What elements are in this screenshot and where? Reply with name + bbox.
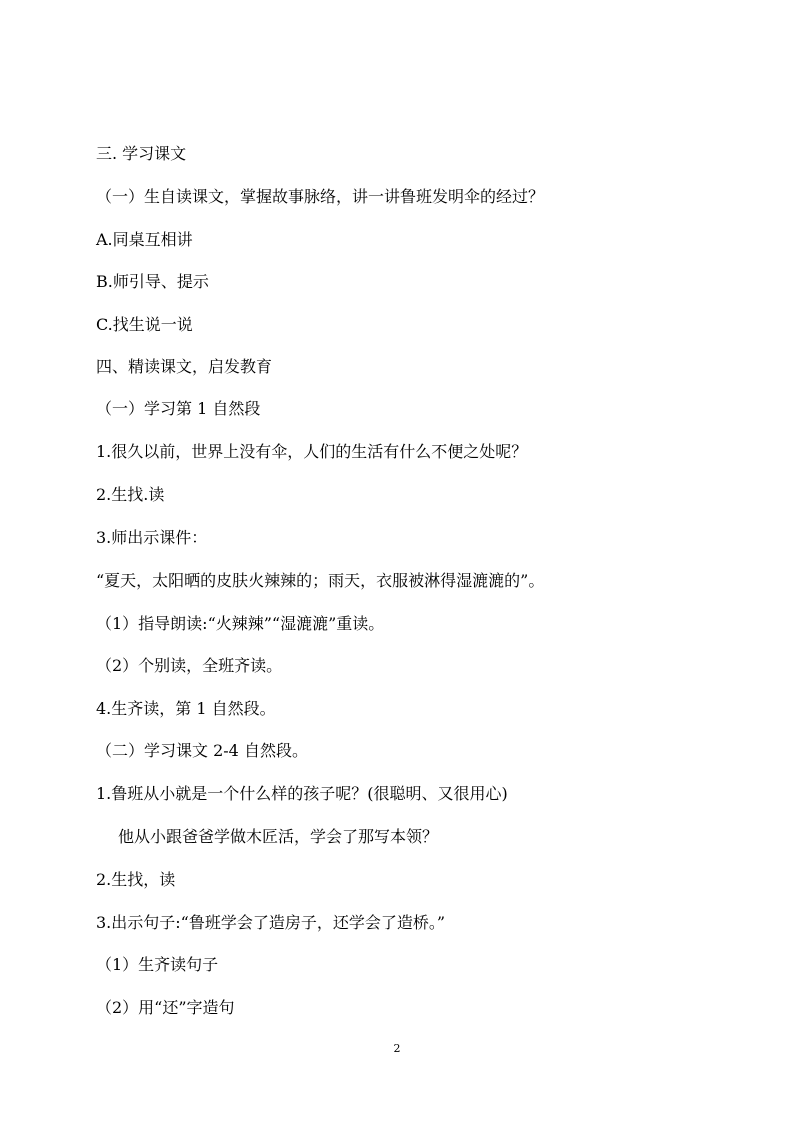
- section-heading-3: 三. 学习课文: [96, 144, 187, 163]
- paragraph-line: 2.生找，读: [96, 870, 176, 889]
- paragraph-line: 4.生齐读，第 1 自然段。: [96, 699, 276, 718]
- paragraph-line: 1.鲁班从小就是一个什么样的孩子呢？(很聪明、又很用心): [96, 784, 508, 803]
- paragraph-line: （1）生齐读句子: [96, 955, 219, 974]
- section-heading-4: 四、精读课文，启发教育: [96, 357, 273, 376]
- paragraph-line: A.同桌互相讲: [96, 230, 193, 249]
- paragraph-line: （2）用“还”字造句: [96, 998, 235, 1017]
- page-number: 2: [393, 1042, 401, 1055]
- paragraph-line: 3.师出示课件：: [96, 528, 208, 547]
- subsection-heading: （二）学习课文 2-4 自然段。: [96, 741, 308, 760]
- paragraph-line: C.找生说一说: [96, 315, 193, 334]
- quote-line: “夏天，太阳晒的皮肤火辣辣的；雨天，衣服被淋得湿漉漉的”。: [96, 571, 545, 590]
- paragraph-line: （1）指导朗读:“火辣辣”“湿漉漉”重读。: [96, 614, 385, 633]
- paragraph-line: 3.出示句子:“鲁班学会了造房子，还学会了造桥。”: [96, 913, 446, 932]
- paragraph-line: （2）个别读，全班齐读。: [96, 656, 283, 675]
- subsection-heading: （一）学习第 1 自然段: [96, 399, 261, 418]
- paragraph-line: 2.生找.读: [96, 485, 165, 504]
- paragraph-line: （一）生自读课文，掌握故事脉络，讲一讲鲁班发明伞的经过？: [96, 187, 545, 206]
- paragraph-line: 1.很久以前，世界上没有伞，人们的生活有什么不便之处呢？: [96, 442, 528, 461]
- paragraph-line: B.师引导、提示: [96, 272, 209, 291]
- paragraph-line-indented: 他从小跟爸爸学做木匠活，学会了那写本领？: [118, 827, 439, 846]
